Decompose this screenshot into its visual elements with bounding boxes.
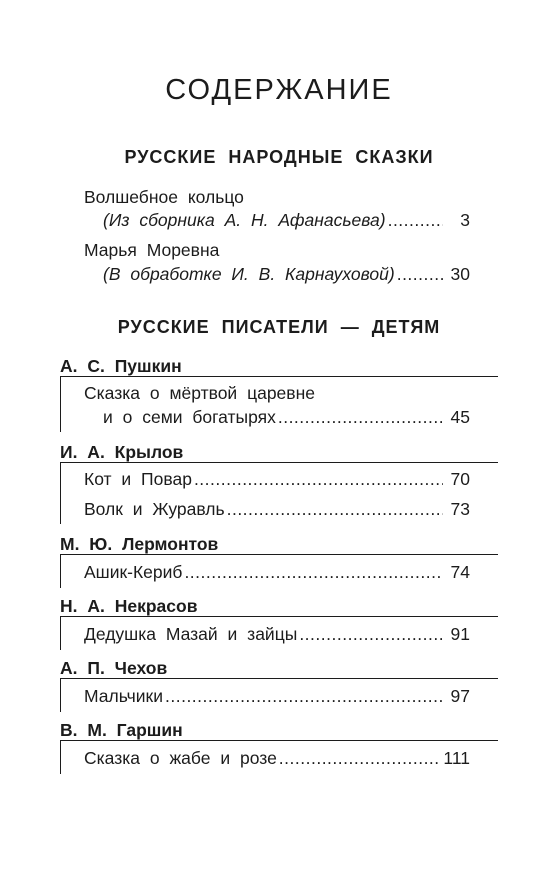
toc-entry-title[interactable]: Сказка о мёртвой царевне bbox=[84, 383, 315, 403]
leader-dots bbox=[165, 686, 443, 707]
toc-entry[interactable] bbox=[84, 562, 470, 583]
toc-entry-subtitle: (Из сборника А. Н. Афанасьева) bbox=[103, 210, 386, 230]
section-heading-folk-tales: РУССКИЕ НАРОДНЫЕ СКАЗКИ bbox=[124, 147, 434, 167]
author-name: М. Ю. Лермонтов bbox=[60, 534, 219, 554]
author-name: Н. А. Некрасов bbox=[60, 596, 198, 616]
leader-dots bbox=[279, 748, 441, 769]
author-bracket bbox=[60, 376, 61, 432]
page-number: 111 bbox=[443, 748, 470, 768]
toc-entry[interactable] bbox=[84, 469, 470, 490]
toc-entry-title[interactable]: Волшебное кольцо bbox=[84, 187, 244, 207]
author-divider bbox=[60, 740, 498, 741]
page-number: 91 bbox=[450, 624, 470, 644]
author-name: А. С. Пушкин bbox=[60, 356, 182, 376]
author-divider bbox=[60, 376, 498, 377]
toc-entry-title: Кот и Повар bbox=[84, 469, 192, 489]
author-divider bbox=[60, 678, 498, 679]
page-number: 70 bbox=[450, 469, 470, 489]
toc-entry[interactable] bbox=[103, 407, 470, 428]
leader-dots bbox=[184, 562, 443, 583]
toc-entry-title: Дедушка Мазай и зайцы bbox=[84, 624, 298, 644]
page-number: 74 bbox=[450, 562, 470, 582]
author-bracket bbox=[60, 616, 61, 650]
toc-entry-title: Ашик-Кериб bbox=[84, 562, 183, 582]
author-divider bbox=[60, 554, 498, 555]
page-number: 30 bbox=[450, 264, 470, 284]
leader-dots bbox=[388, 210, 443, 231]
toc-entry-title: Волк и Журавль bbox=[84, 499, 225, 519]
toc-entry[interactable] bbox=[103, 210, 470, 231]
page-title: СОДЕРЖАНИЕ bbox=[165, 74, 393, 106]
toc-entry-title: Сказка о жабе и розе bbox=[84, 748, 277, 768]
toc-entry[interactable] bbox=[84, 624, 470, 645]
author-bracket bbox=[60, 554, 61, 588]
toc-entry[interactable] bbox=[84, 499, 470, 520]
page-number: 97 bbox=[450, 686, 470, 706]
page-number: 45 bbox=[450, 407, 470, 427]
author-bracket bbox=[60, 740, 61, 774]
author-name: А. П. Чехов bbox=[60, 658, 168, 678]
page-number: 3 bbox=[460, 210, 470, 230]
toc-entry-subtitle: (В обработке И. В. Карнауховой) bbox=[103, 264, 395, 284]
author-divider bbox=[60, 462, 498, 463]
author-name: В. М. Гаршин bbox=[60, 720, 183, 740]
leader-dots bbox=[397, 264, 443, 285]
toc-entry-title[interactable]: Марья Моревна bbox=[84, 240, 220, 260]
section-heading-russian-writers: РУССКИЕ ПИСАТЕЛИ — ДЕТЯМ bbox=[117, 317, 441, 337]
page-number: 73 bbox=[450, 499, 470, 519]
toc-entry[interactable] bbox=[84, 748, 470, 769]
toc-entry[interactable] bbox=[103, 264, 470, 285]
leader-dots bbox=[194, 469, 443, 490]
leader-dots bbox=[227, 499, 443, 520]
author-divider bbox=[60, 616, 498, 617]
author-bracket bbox=[60, 462, 61, 524]
toc-entry-title-cont: и о семи богатырях bbox=[103, 407, 276, 427]
leader-dots bbox=[278, 407, 443, 428]
author-name: И. А. Крылов bbox=[60, 442, 184, 462]
author-bracket bbox=[60, 678, 61, 712]
toc-entry[interactable] bbox=[84, 686, 470, 707]
leader-dots bbox=[299, 624, 443, 645]
toc-entry-title: Мальчики bbox=[84, 686, 163, 706]
